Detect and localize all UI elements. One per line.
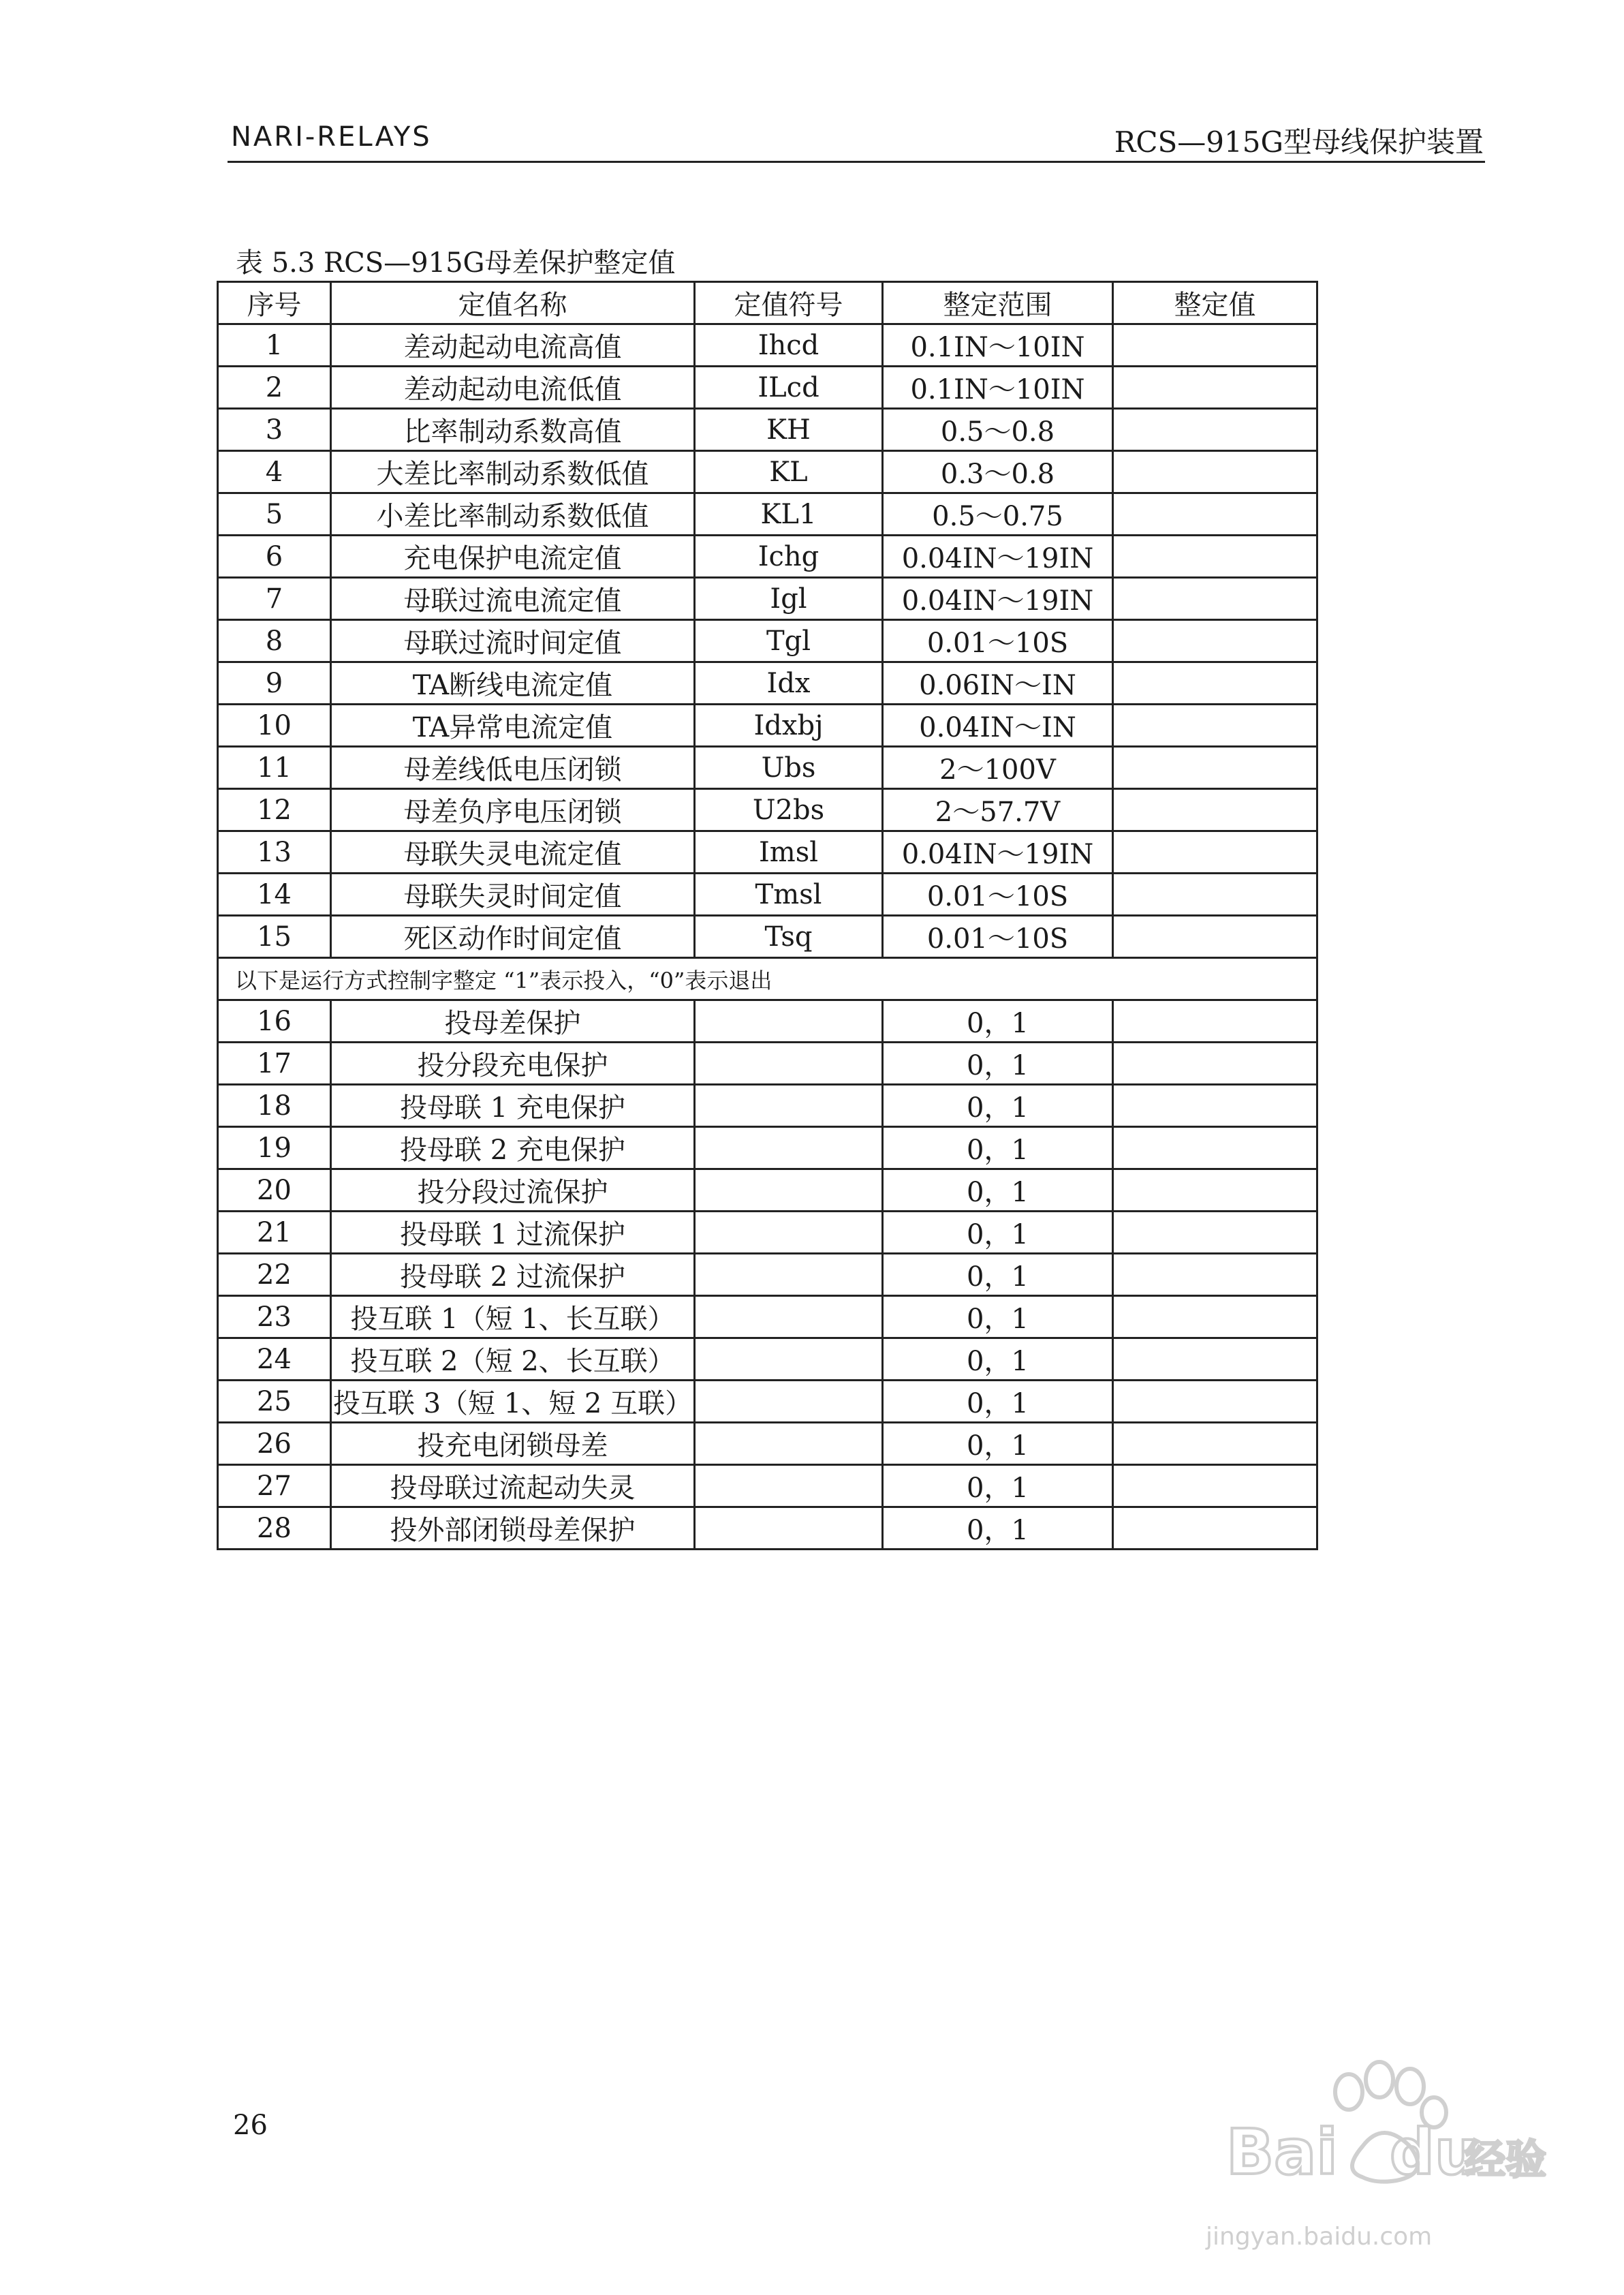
setting-name: 投互联 3（短 1、短 2 互联）: [331, 1381, 695, 1423]
setting-symbol: [695, 1043, 883, 1085]
row-index: 1: [218, 324, 331, 367]
svg-text:du: du: [1390, 2116, 1480, 2189]
setting-range: 0，1: [883, 1212, 1113, 1254]
setting-range: 0.01～10S: [883, 916, 1113, 958]
setting-name: 母差负序电压闭锁: [331, 789, 695, 831]
row-index: 18: [218, 1085, 331, 1127]
table-row: [218, 1000, 1317, 1043]
setting-range: 0，1: [883, 1169, 1113, 1212]
setting-range: 0.3～0.8: [883, 451, 1113, 493]
setting-range: 0.1IN～10IN: [883, 324, 1113, 367]
table-row: [218, 536, 1317, 578]
setting-symbol: KL1: [695, 493, 883, 536]
setting-value: [1113, 1085, 1317, 1127]
setting-range: 0，1: [883, 1381, 1113, 1423]
setting-symbol: Igl: [695, 578, 883, 620]
column-header-symbol: 定值符号: [695, 282, 883, 324]
setting-symbol: Ichg: [695, 536, 883, 578]
setting-name: 充电保护电流定值: [331, 536, 695, 578]
svg-text:经验: 经验: [1465, 2136, 1546, 2184]
setting-symbol: [695, 1169, 883, 1212]
setting-range: 0.01～10S: [883, 874, 1113, 916]
setting-range: 0.5～0.8: [883, 409, 1113, 451]
table-row: [218, 367, 1317, 409]
setting-value: [1113, 831, 1317, 874]
svg-text:Bai: Bai: [1226, 2116, 1338, 2189]
setting-value: [1113, 620, 1317, 662]
setting-name: 投母联 2 充电保护: [331, 1127, 695, 1169]
setting-name: 投充电闭锁母差: [331, 1423, 695, 1465]
setting-name: 母联失灵电流定值: [331, 831, 695, 874]
setting-range: 0，1: [883, 1085, 1113, 1127]
settings-table: [217, 281, 1318, 1550]
table-row: [218, 874, 1317, 916]
control-word-note-row: [218, 958, 1317, 1000]
setting-name: 投互联 1（短 1、长互联）: [331, 1296, 695, 1338]
row-index: 19: [218, 1127, 331, 1169]
row-index: 23: [218, 1296, 331, 1338]
table-row: [218, 1338, 1317, 1381]
row-index: 8: [218, 620, 331, 662]
setting-range: 0.06IN～IN: [883, 662, 1113, 705]
table-row: [218, 1085, 1317, 1127]
setting-value: [1113, 916, 1317, 958]
table-row: [218, 1381, 1317, 1423]
setting-symbol: KH: [695, 409, 883, 451]
row-index: 28: [218, 1507, 331, 1550]
setting-symbol: [695, 1381, 883, 1423]
setting-range: 0，1: [883, 1043, 1113, 1085]
setting-range: 0.04IN～19IN: [883, 536, 1113, 578]
table-row: [218, 620, 1317, 662]
setting-range: 2～57.7V: [883, 789, 1113, 831]
setting-value: [1113, 493, 1317, 536]
setting-name: 死区动作时间定值: [331, 916, 695, 958]
setting-value: [1113, 1381, 1317, 1423]
setting-value: [1113, 1507, 1317, 1550]
setting-symbol: [695, 1127, 883, 1169]
row-index: 6: [218, 536, 331, 578]
table-row: [218, 747, 1317, 789]
setting-name: 投互联 2（短 2、长互联）: [331, 1338, 695, 1381]
setting-range: 0.04IN～IN: [883, 705, 1113, 747]
setting-symbol: [695, 1465, 883, 1507]
setting-symbol: [695, 1423, 883, 1465]
setting-value: [1113, 747, 1317, 789]
table-row: [218, 1423, 1317, 1465]
setting-range: 2～100V: [883, 747, 1113, 789]
header-document-title: RCS—915G型母线保护装置: [1114, 125, 1484, 159]
setting-symbol: [695, 1254, 883, 1296]
setting-value: [1113, 1000, 1317, 1043]
setting-value: [1113, 409, 1317, 451]
setting-value: [1113, 1254, 1317, 1296]
watermark-url: jingyan.baidu.com: [1206, 2223, 1433, 2251]
setting-symbol: Tsq: [695, 916, 883, 958]
setting-range: 0，1: [883, 1423, 1113, 1465]
setting-symbol: ILcd: [695, 367, 883, 409]
setting-symbol: [695, 1085, 883, 1127]
table-row: [218, 662, 1317, 705]
setting-name: 投母联 1 充电保护: [331, 1085, 695, 1127]
setting-name: 投母联 1 过流保护: [331, 1212, 695, 1254]
setting-value: [1113, 1212, 1317, 1254]
row-index: 21: [218, 1212, 331, 1254]
setting-name: 母差线低电压闭锁: [331, 747, 695, 789]
setting-symbol: Tgl: [695, 620, 883, 662]
setting-range: 0.01～10S: [883, 620, 1113, 662]
setting-symbol: [695, 1507, 883, 1550]
table-row: [218, 1507, 1317, 1550]
table-row: [218, 409, 1317, 451]
setting-name: 母联失灵时间定值: [331, 874, 695, 916]
setting-range: 0.1IN～10IN: [883, 367, 1113, 409]
setting-value: [1113, 1338, 1317, 1381]
table-row: [218, 916, 1317, 958]
setting-range: 0，1: [883, 1296, 1113, 1338]
column-header-range: 整定范围: [883, 282, 1113, 324]
row-index: 14: [218, 874, 331, 916]
setting-value: [1113, 367, 1317, 409]
row-index: 20: [218, 1169, 331, 1212]
table-header-row: [218, 282, 1317, 324]
setting-symbol: Ubs: [695, 747, 883, 789]
setting-name: 比率制动系数高值: [331, 409, 695, 451]
setting-symbol: Imsl: [695, 831, 883, 874]
setting-range: 0.04IN～19IN: [883, 831, 1113, 874]
row-index: 5: [218, 493, 331, 536]
control-word-section: [218, 1000, 1317, 1550]
table-row: [218, 493, 1317, 536]
row-index: 15: [218, 916, 331, 958]
table-row: [218, 1169, 1317, 1212]
row-index: 3: [218, 409, 331, 451]
setting-range: 0，1: [883, 1465, 1113, 1507]
table-row: [218, 578, 1317, 620]
setting-name: 投分段充电保护: [331, 1043, 695, 1085]
setting-name: TA异常电流定值: [331, 705, 695, 747]
table-row: [218, 1043, 1317, 1085]
setting-name: 投母联 2 过流保护: [331, 1254, 695, 1296]
setting-name: 差动起动电流高值: [331, 324, 695, 367]
setting-range: 0，1: [883, 1127, 1113, 1169]
setting-symbol: [695, 1338, 883, 1381]
column-header-name: 定值名称: [331, 282, 695, 324]
setting-value: [1113, 1296, 1317, 1338]
table-row: [218, 1254, 1317, 1296]
setting-name: 母联过流电流定值: [331, 578, 695, 620]
setting-value: [1113, 1043, 1317, 1085]
setting-value: [1113, 536, 1317, 578]
setting-range: 0，1: [883, 1000, 1113, 1043]
baidu-jingyan-watermark-logo: [1165, 2044, 1546, 2249]
row-index: 10: [218, 705, 331, 747]
setting-range: 0.04IN～19IN: [883, 578, 1113, 620]
setting-value: [1113, 324, 1317, 367]
setting-name: 投母差保护: [331, 1000, 695, 1043]
setting-value: [1113, 1169, 1317, 1212]
setting-value: [1113, 1465, 1317, 1507]
row-index: 11: [218, 747, 331, 789]
setting-name: 母联过流时间定值: [331, 620, 695, 662]
setting-value: [1113, 874, 1317, 916]
setting-name: 小差比率制动系数低值: [331, 493, 695, 536]
table-row: [218, 451, 1317, 493]
setting-range: 0，1: [883, 1338, 1113, 1381]
setting-name: 投分段过流保护: [331, 1169, 695, 1212]
setting-symbol: [695, 1296, 883, 1338]
row-index: 25: [218, 1381, 331, 1423]
table-row: [218, 705, 1317, 747]
row-index: 13: [218, 831, 331, 874]
setting-symbol: Tmsl: [695, 874, 883, 916]
table-row: [218, 324, 1317, 367]
column-header-index: 序号: [218, 282, 331, 324]
setting-symbol: U2bs: [695, 789, 883, 831]
setting-symbol: Idx: [695, 662, 883, 705]
setting-symbol: Ihcd: [695, 324, 883, 367]
header-company-name: NARI-RELAYS: [231, 121, 432, 153]
setting-value: [1113, 789, 1317, 831]
table-caption: 表 5.3 RCS—915G母差保护整定值: [236, 247, 676, 279]
setting-name: 大差比率制动系数低值: [331, 451, 695, 493]
row-index: 2: [218, 367, 331, 409]
setting-value: [1113, 578, 1317, 620]
setting-range: 0，1: [883, 1507, 1113, 1550]
setting-name: TA断线电流定值: [331, 662, 695, 705]
row-index: 26: [218, 1423, 331, 1465]
setting-name: 差动起动电流低值: [331, 367, 695, 409]
setting-name: 投外部闭锁母差保护: [331, 1507, 695, 1550]
setting-range: 0，1: [883, 1254, 1113, 1296]
setting-symbol: KL: [695, 451, 883, 493]
row-index: 27: [218, 1465, 331, 1507]
control-word-note: 以下是运行方式控制字整定 “1”表示投入，“0”表示退出: [218, 958, 1317, 1000]
table-row: [218, 1465, 1317, 1507]
row-index: 12: [218, 789, 331, 831]
row-index: 7: [218, 578, 331, 620]
setting-symbol: [695, 1000, 883, 1043]
setting-symbol: [695, 1212, 883, 1254]
setting-range: 0.5～0.75: [883, 493, 1113, 536]
setting-name: 投母联过流起动失灵: [331, 1465, 695, 1507]
row-index: 22: [218, 1254, 331, 1296]
setting-value: [1113, 451, 1317, 493]
row-index: 16: [218, 1000, 331, 1043]
table-row: [218, 1296, 1317, 1338]
row-index: 17: [218, 1043, 331, 1085]
setting-value: [1113, 1127, 1317, 1169]
setting-value: [1113, 662, 1317, 705]
column-header-value: 整定值: [1113, 282, 1317, 324]
setting-value: [1113, 705, 1317, 747]
row-index: 9: [218, 662, 331, 705]
table-row: [218, 789, 1317, 831]
settings-section: [218, 324, 1317, 958]
row-index: 4: [218, 451, 331, 493]
header-divider: [228, 161, 1485, 163]
setting-symbol: Idxbj: [695, 705, 883, 747]
page-number: 26: [233, 2110, 268, 2141]
row-index: 24: [218, 1338, 331, 1381]
table-row: [218, 1212, 1317, 1254]
table-row: [218, 831, 1317, 874]
setting-value: [1113, 1423, 1317, 1465]
table-row: [218, 1127, 1317, 1169]
